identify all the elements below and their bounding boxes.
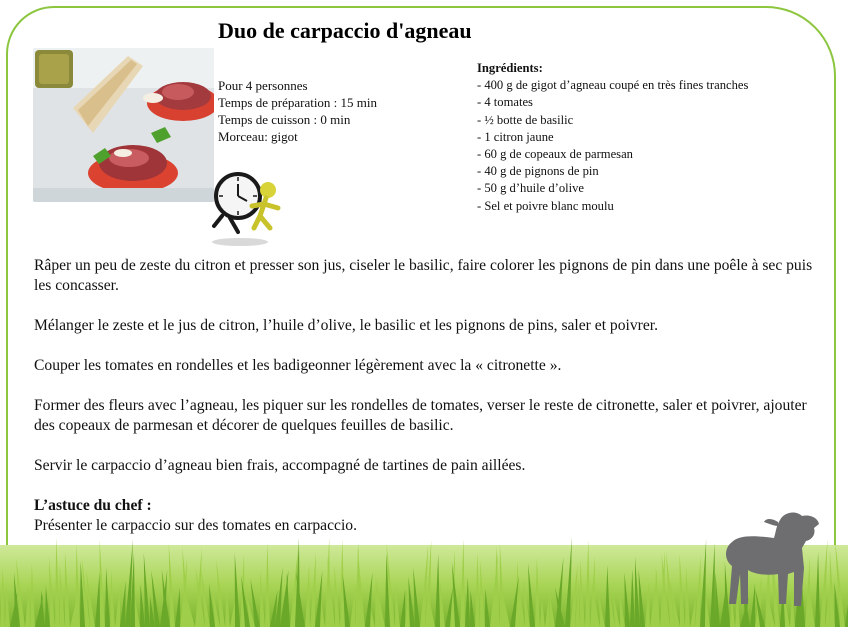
meta-servings: Pour 4 personnes — [218, 78, 308, 93]
dish-photo — [33, 48, 214, 202]
meta-cut: Morceau: gigot — [218, 129, 298, 144]
ingredient-item: - 50 g d’huile d’olive — [477, 181, 585, 196]
ingredients-list — [477, 60, 748, 215]
recipe-steps — [34, 256, 814, 496]
step-paragraph: Couper les tomates en rondelles et les badigeonner légèrement avec la « citronette ». — [34, 357, 562, 374]
timer-figure-icon — [208, 168, 288, 248]
step-paragraph: Mélanger le zeste et le jus de citron, l’huile d’olive, le basilic et les pignons de pins, saler et poivrer. — [34, 317, 658, 334]
ingredient-item: - Sel et poivre blanc moulu — [477, 198, 614, 213]
meta-prep-time: Temps de préparation : 15 min — [218, 95, 378, 110]
ingredient-item: - 1 citron jaune — [477, 129, 554, 144]
ingredients-title: Ingrédients: — [477, 61, 543, 75]
step-paragraph: Râper un peu de zeste du citron et presser son jus, ciseler le basilic, faire colorer les pignons de pin dans une poêle à sec puis les concasser. — [34, 257, 813, 294]
ingredient-item: - 60 g de copeaux de parmesan — [477, 147, 633, 162]
ingredient-item: - 40 g de pignons de pin — [477, 164, 599, 179]
chef-tip — [34, 496, 357, 536]
ingredient-item: - ½ botte de basilic — [477, 112, 574, 127]
tip-text: Présenter le carpaccio sur des tomates en carpaccio. — [34, 517, 357, 534]
recipe-meta — [218, 77, 377, 145]
ingredient-item: - 4 tomates — [477, 95, 533, 110]
meta-cook-time: Temps de cuisson : 0 min — [218, 112, 351, 127]
tip-title: L’astuce du chef : — [34, 497, 152, 514]
lamb-icon — [718, 508, 828, 612]
step-paragraph: Servir le carpaccio d’agneau bien frais, accompagné de tartines de pain aillées. — [34, 457, 526, 474]
recipe-title: Duo de carpaccio d'agneau — [218, 18, 472, 43]
step-paragraph: Former des fleurs avec l’agneau, les piquer sur les rondelles de tomates, verser le reste de citronette, saler et poivrer, ajouter des copeaux de parmesan et décorer de quelques feuilles de basilic. — [34, 397, 807, 434]
ingredient-item: - 400 g de gigot d’agneau coupé en très fines tranches — [477, 78, 749, 93]
